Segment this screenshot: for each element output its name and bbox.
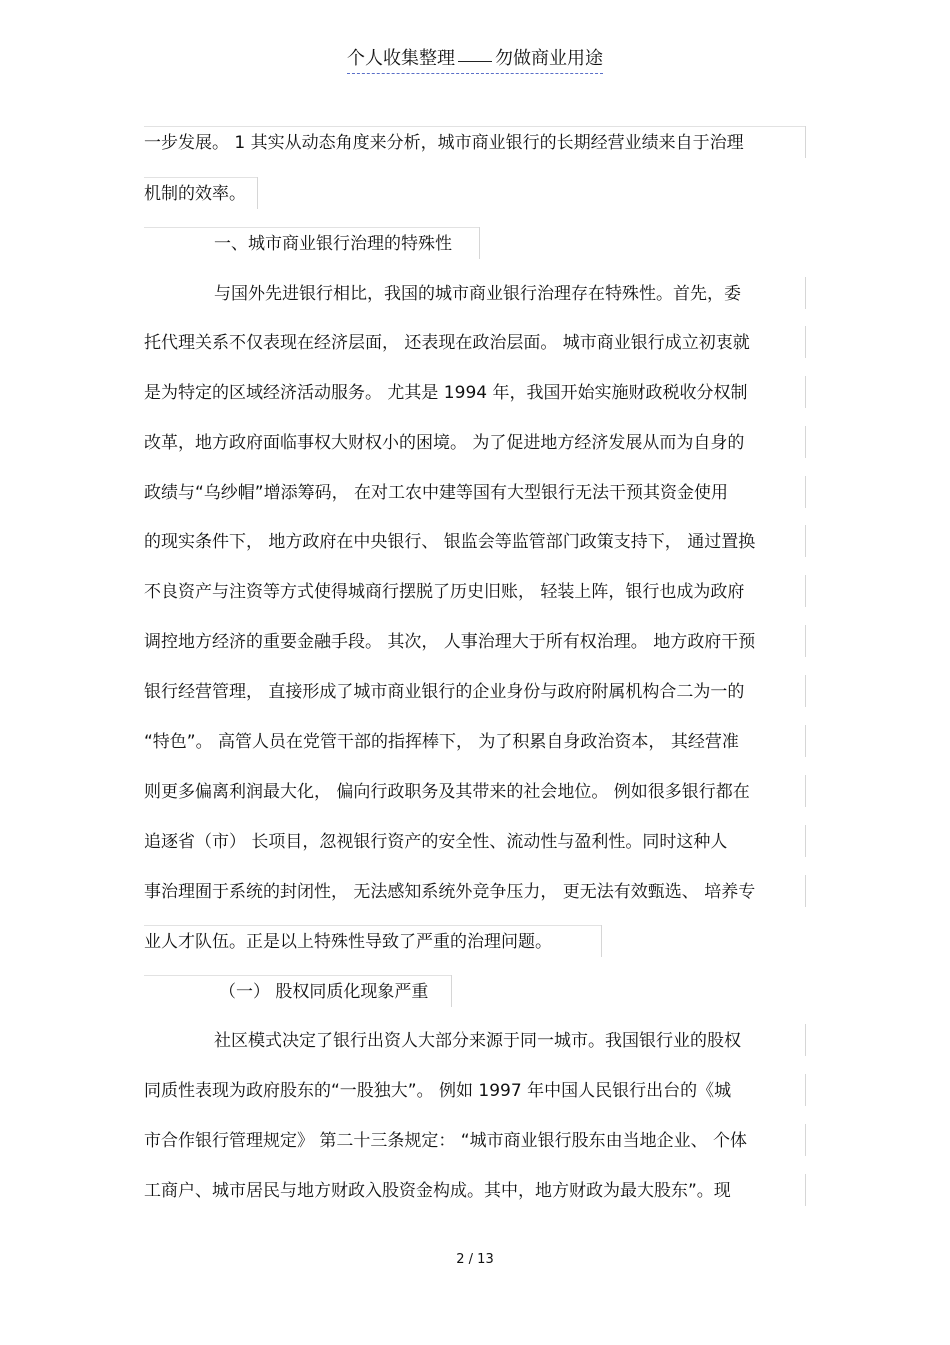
line-guide	[451, 975, 452, 1007]
body-line: 一步发展。 1 其实从动态角度来分析，城市商业银行的长期经营业绩来自于治理	[144, 133, 744, 153]
line-guide	[257, 177, 258, 209]
page-header	[0, 46, 950, 74]
body-line: 改革，地方政府面临事权大财权小的困境。 为了促进地方经济发展从而为自身的	[144, 433, 745, 453]
body-line: 调控地方经济的重要金融手段。 其次， 人事治理大于所有权治理。 地方政府干预	[144, 632, 756, 652]
body-line: 是为特定的区域经济活动服务。 尤其是 1994 年，我国开始实施财政税收分权制	[144, 383, 748, 403]
body-line: 机制的效率。	[144, 184, 246, 204]
line-guide	[805, 326, 806, 358]
line-guide	[144, 227, 479, 228]
line-guide	[805, 1124, 806, 1156]
line-guide	[805, 1174, 806, 1206]
body-line: “特色”。 高管人员在党管干部的指挥棒下， 为了积累自身政治资本， 其经营准	[144, 732, 739, 752]
line-guide	[805, 775, 806, 807]
page-number: 2 / 13	[456, 1252, 494, 1267]
body-line: 同质性表现为政府股东的“一股独大”。 例如 1997 年中国人民银行出台的《城	[144, 1081, 732, 1101]
header-left-text: 个人收集整理	[347, 48, 455, 69]
line-guide	[805, 1024, 806, 1056]
section-heading: 一、城市商业银行治理的特殊性	[214, 234, 452, 254]
line-guide	[601, 925, 602, 957]
body-line: 与国外先进银行相比，我国的城市商业银行治理存在特殊性。首先，委	[214, 284, 741, 304]
body-line: 不良资产与注资等方式使得城商行摆脱了历史旧账， 轻装上阵，银行也成为政府	[144, 582, 745, 602]
body-line: 托代理关系不仅表现在经济层面， 还表现在政治层面。 城市商业银行成立初衷就	[144, 333, 750, 353]
body-line: 追逐省（市） 长项目，忽视银行资产的安全性、流动性与盈利性。同时这种人	[144, 832, 728, 852]
line-guide	[144, 126, 805, 127]
line-guide	[805, 875, 806, 907]
body-line: 则更多偏离利润最大化， 偏向行政职务及其带来的社会地位。 例如很多银行都在	[144, 782, 750, 802]
line-guide	[805, 725, 806, 757]
body-line: 政绩与“乌纱帽”增添筹码， 在对工农中建等国有大型银行无法干预其资金使用	[144, 483, 729, 503]
line-guide	[144, 925, 601, 926]
header-right-text: 勿做商业用途	[495, 48, 603, 69]
line-guide	[805, 675, 806, 707]
line-guide	[144, 975, 451, 976]
body-line: 事治理囿于系统的封闭性， 无法感知系统外竞争压力， 更无法有效甄选、 培养专	[144, 882, 756, 902]
line-guide	[805, 476, 806, 508]
line-guide	[805, 525, 806, 557]
line-guide	[805, 825, 806, 857]
body-line: 的现实条件下， 地方政府在中央银行、 银监会等监管部门政策支持下， 通过置换	[144, 532, 756, 552]
body-line: 市合作银行管理规定》 第二十三条规定： “城市商业银行股东由当地企业、 个体	[144, 1131, 748, 1151]
line-guide	[805, 575, 806, 607]
line-guide	[805, 126, 806, 158]
body-line: 工商户、城市居民与地方财政入股资金构成。其中，地方财政为最大股东”。现	[144, 1181, 731, 1201]
line-guide	[805, 1074, 806, 1106]
body-line: 银行经营管理， 直接形成了城市商业银行的企业身份与政府附属机构合二为一的	[144, 682, 745, 702]
body-line: 业人才队伍。正是以上特殊性导致了严重的治理问题。	[144, 932, 552, 952]
line-guide	[144, 177, 257, 178]
header-underline-gap	[458, 60, 492, 62]
line-guide	[805, 625, 806, 657]
line-guide	[805, 426, 806, 458]
line-guide	[805, 277, 806, 309]
header-watermark	[347, 46, 603, 74]
body-line: 社区模式决定了银行出资人大部分来源于同一城市。我国银行业的股权	[214, 1031, 741, 1051]
line-guide	[805, 376, 806, 408]
subsection-heading: （一） 股权同质化现象严重	[219, 982, 429, 1002]
line-guide	[479, 227, 480, 259]
